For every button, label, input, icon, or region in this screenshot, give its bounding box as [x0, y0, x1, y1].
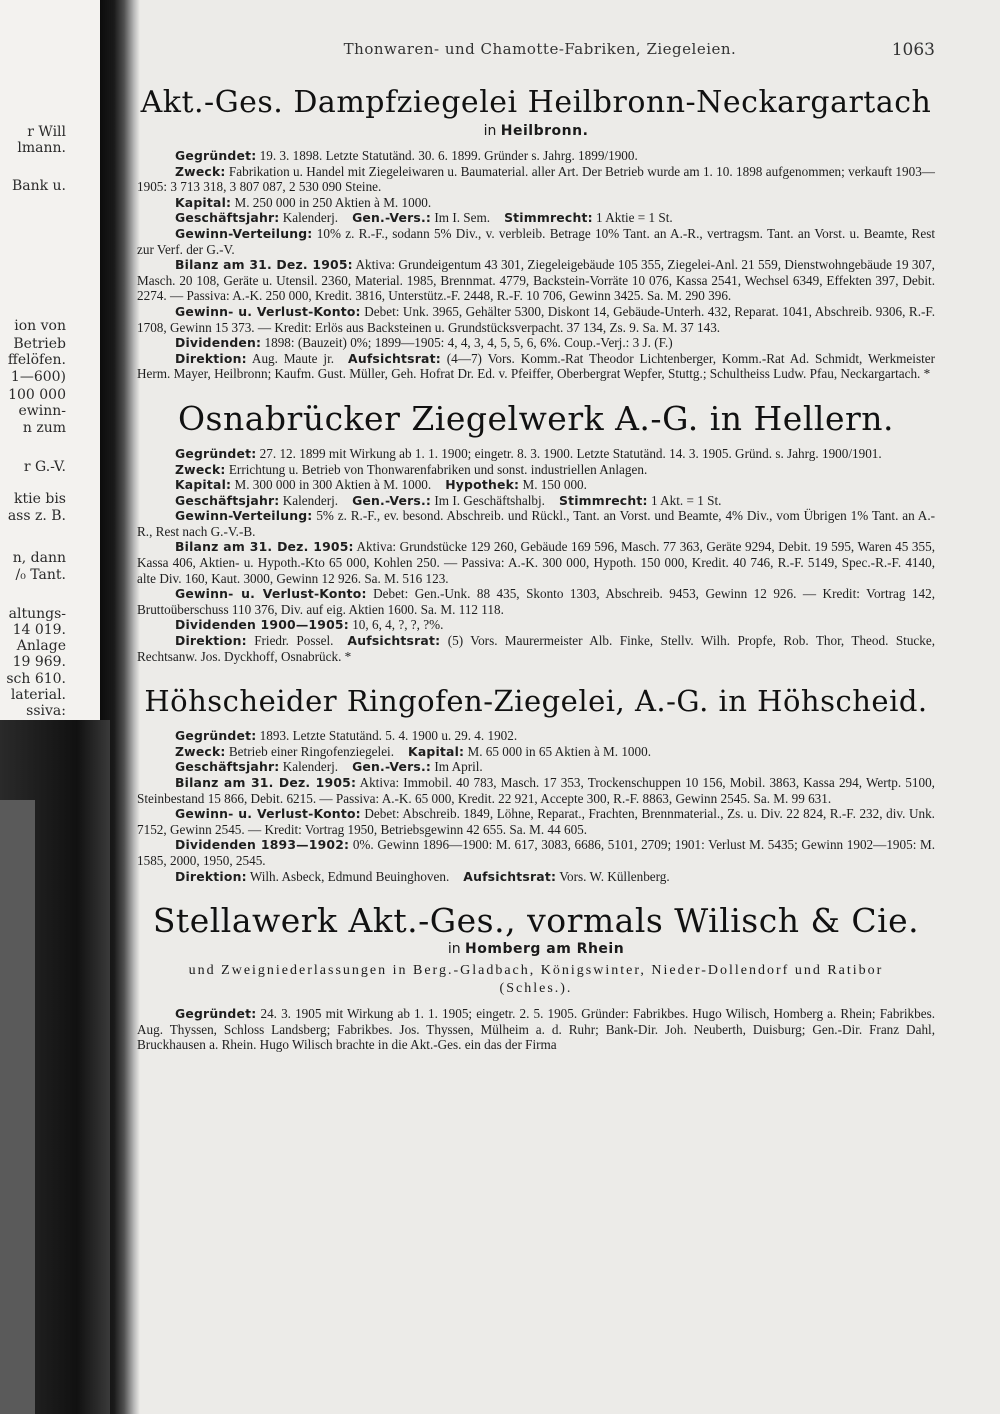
margin-fragment: Anlage: [16, 638, 66, 654]
location-prefix: in: [447, 941, 461, 958]
entry-text: Vors. W. Küllenberg.: [559, 868, 670, 884]
entry-text: M. 65 000 in 65 Aktien à M. 1000.: [467, 743, 652, 759]
entry-text: Im I. Sem.: [434, 210, 491, 226]
margin-fragment: n zum: [22, 420, 66, 436]
page-header: [145, 40, 935, 64]
entry-label: Aufsichtsrat:: [348, 350, 441, 366]
entry-text: 0%. Gewinn 1896—1900: M. 617, 3083, 6686, 5101, 2709; 1901: Verlust M. 5435; Gewinn 1902—1905: M. 1585, 2000, 1950, 2545.: [137, 837, 936, 868]
entry-label: Dividenden 1900—1905:: [175, 617, 349, 633]
entry-paragraph: [137, 257, 935, 304]
entry-text: Debet: Unk. 3965, Gehälter 5300, Diskont 14, Gebäude-Unterh. 432, Reparat. 1041, Abschreib. 9306, R.-F. 1708, Gewinn 15 373. — Kredit: Erlös aus Backsteinen u. Grundstücksverpacht. 37 134, Zs. 9. Sa. M. 37 143.: [137, 303, 935, 335]
entry-paragraph: [137, 164, 935, 195]
entry-paragraph: [137, 210, 935, 226]
entry-label: Bilanz am 31. Dez. 1905:: [175, 539, 354, 555]
entry-label: Gegründet:: [175, 1006, 257, 1022]
margin-fragment: 1—600): [10, 369, 66, 385]
entry-paragraph: [137, 508, 935, 539]
margin-fragment: sch 610.: [6, 671, 66, 687]
firm-title: Höhscheider Ringofen-Ziegelei, A.-G. in Höhscheid.: [144, 684, 928, 719]
entry-label: Zweck:: [175, 743, 226, 759]
entry-paragraph: [137, 462, 935, 478]
entry-label: Direktion:: [175, 350, 247, 366]
entry-text: 10, 6, 4, ?, ?, ?%.: [352, 617, 444, 633]
entry-label: Geschäftsjahr:: [175, 492, 280, 508]
entry-paragraph: [137, 869, 935, 885]
margin-fragment: n, dann: [12, 550, 66, 566]
entry-label: Stimmrecht:: [504, 210, 593, 226]
entry-text: M. 250 000 in 250 Aktien à M. 1000.: [234, 194, 432, 210]
firm-location: [137, 940, 935, 958]
entry-label: Zweck:: [175, 461, 226, 477]
margin-fragment: Bank u.: [11, 178, 66, 194]
entry-text: 5% z. R.-F., ev. besond. Abschreib. und Rückl., Tant. an Vorst. und Beamte, 4% Div., vom Übrigen 1% Tant. an A.-R., Rest nach G.-V.-B.: [137, 508, 936, 539]
entry-paragraph: [137, 351, 935, 382]
running-title: Thonwaren- und Chamotte-Fabriken, Ziegeleien.: [343, 40, 737, 58]
margin-fragment: ewinn-: [18, 403, 66, 419]
entry-label: Gegründet:: [175, 148, 257, 163]
entry-label: Hypothek:: [445, 477, 520, 493]
entry-label: Gen.-Vers.:: [352, 210, 432, 226]
entry-paragraph: [137, 633, 935, 664]
firm-title: Akt.-Ges. Dampfziegelei Heilbronn-Neckargartach: [140, 85, 932, 120]
entry-text: 1 Akt. = 1 St.: [650, 492, 722, 508]
entry-label: Kapital:: [175, 477, 232, 493]
entry-text: Aktiva: Grundstücke 129 260, Gebäude 169 596, Masch. 77 363, Geräte 9294, Debit. 19 595, Waren 45 355, Kassa 406, Aktien- u. Hypoth.-Kto 65 000, Kohlen 250. — Passiva: A.-K. 300 000, Hypoth. 150 000, Kredit. 40 746, R.-F. 5149, Spec.-R.-F. 4140, alte Div. 160, Kaut. 3000, Gewinn 12 926. Sa. M. 516 123.: [137, 539, 935, 586]
margin-fragment: Betrieb: [13, 336, 66, 352]
entry-text: Wilh. Asbeck, Edmund Beuinghoven.: [249, 868, 450, 884]
entry-text: Kalenderj.: [282, 210, 339, 226]
entry-paragraph: [137, 493, 935, 509]
entry-paragraph: [137, 446, 935, 462]
margin-fragment: altungs-: [8, 606, 66, 622]
margin-fragment: r Will: [27, 124, 66, 140]
entry-paragraph: [137, 477, 935, 493]
margin-fragment: ion von: [14, 318, 66, 334]
entry-text: M. 150 000.: [522, 477, 587, 493]
firm-section: [137, 902, 935, 1053]
entry-text: M. 300 000 in 300 Aktien à M. 1000.: [234, 477, 432, 493]
margin-fragment: ssiva:: [26, 703, 66, 719]
entry-text: Debet: Gen.-Unk. 88 435, Skonto 1303, Abschreib. 9453, Gewinn 12 926. — Kredit: Vortrag 142, Bruttoüberschuss 110 376, Div. auf eig. Aktien 1600. Sa. M. 112 118.: [137, 586, 935, 617]
entry-text: Errichtung u. Betrieb von Thonwarenfabriken und sonst. industriellen Anlagen.: [228, 461, 648, 477]
entry-label: Geschäftsjahr:: [175, 759, 280, 775]
entry-text: Kalenderj.: [282, 759, 339, 775]
entry-label: Bilanz am 31. Dez. 1905:: [175, 775, 357, 790]
margin-fragment: 19 969.: [12, 654, 66, 670]
margin-fragment: lmann.: [17, 140, 66, 156]
firm-location: [137, 122, 935, 140]
margin-fragment: ffelöfen.: [7, 352, 66, 368]
entry-label: Dividenden:: [175, 335, 262, 351]
page-content: [137, 84, 935, 1071]
firm-branches: und Zweigniederlassungen in Berg.-Gladbach, Königswinter, Nieder-Dollendorf und Ratibor (Schles.).: [188, 963, 884, 997]
entry-paragraph: [137, 586, 935, 617]
entry-label: Kapital:: [408, 743, 465, 759]
entry-paragraph: [137, 744, 935, 760]
location-name: Homberg am Rhein: [465, 941, 625, 958]
entry-text: Fabrikation u. Handel mit Ziegeleiwaren u. Baumaterial. aller Art. Der Betrieb wurde am 1. 10. 1898 aufgenommen; verkauft 1903—1905: 3 713 318, 3 807 087, 2 530 090 Steine.: [137, 163, 935, 195]
entry-paragraph: [137, 1006, 935, 1053]
location-prefix: in: [483, 123, 497, 139]
entry-label: Gewinn- u. Verlust-Konto:: [175, 303, 361, 319]
firm-section: [137, 682, 935, 884]
entry-label: Gegründet:: [175, 445, 257, 461]
entry-label: Gewinn- u. Verlust-Konto:: [175, 806, 361, 822]
entry-label: Geschäftsjahr:: [175, 210, 280, 226]
entry-paragraph: [137, 195, 935, 211]
entry-text: 24. 3. 1905 mit Wirkung ab 1. 1. 1905; eingetr. 2. 5. 1905. Gründer: Fabrikbes. Hugo Wilisch, Homberg a. Rhein; Fabrikbes. Aug. Thyssen, Schloss Landsberg; Fabrikbes. Jos. Thyssen, Mülheim a. d. Ruhr; Bank-Dir. Joh. Neuberth, Duisburg; Gen.-Dir. Franz Dahl, Bruckhausen a. Rhein. Hugo Wilisch brachte in die Akt.-Ges. ein das der Firma: [137, 1006, 936, 1053]
entry-text: 1898: (Bauzeit) 0%; 1899—1905: 4, 4, 3, 4, 5, 5, 6, 6%. Coup.-Verj.: 3 J. (F.): [264, 335, 673, 351]
entry-text: 10% z. R.-F., sodann 5% Div., v. verbleib. Betrage 10% Tant. an A.-R., vertragsm. Tant. an Vorst. u. Beamte, Rest zur Verf. der G.-V.: [137, 225, 936, 257]
entry-label: Gen.-Vers.:: [352, 492, 432, 508]
entry-paragraph: [137, 335, 935, 351]
entry-paragraph: [137, 539, 935, 586]
entry-label: Bilanz am 31. Dez. 1905:: [175, 257, 353, 273]
firm-section: [137, 84, 935, 382]
margin-fragment: laterial.: [10, 687, 66, 703]
entry-text: 1 Aktie = 1 St.: [596, 210, 673, 226]
entry-paragraph: [137, 775, 935, 806]
entry-text: Im April.: [434, 759, 483, 775]
entry-label: Gewinn-Verteilung:: [175, 508, 313, 524]
entry-paragraph: [137, 617, 935, 633]
entry-text: Aug. Maute jr.: [251, 350, 335, 366]
margin-fragment: 100 000: [8, 387, 66, 403]
entry-text: 27. 12. 1899 mit Wirkung ab 1. 1. 1900; eingetr. 8. 3. 1900. Letzte Statutänd. 14. 3. 1905. Gründ. s. Jahrg. 1900/1901.: [259, 445, 882, 461]
margin-fragment: r G.-V.: [23, 459, 66, 475]
location-name: Heilbronn.: [500, 123, 589, 139]
entry-text: Im I. Geschäftshalbj.: [434, 492, 545, 508]
firm-section: [137, 400, 935, 664]
entry-text: Betrieb einer Ringofenziegelei.: [228, 743, 395, 759]
entry-text: (4—7) Vors. Komm.-Rat Theodor Lichtenberger, Komm.-Rat Ad. Schmidt, Werkmeister Herm. Mayer, Heilbronn; Kaufm. Gust. Müller, Geh. Hofrat Dr. Ed. v. Pfeiffer, Oberbergrat Wepfer, Stuttg.; Schultheiss Ludw. Pfau, Neckargartach. *: [137, 350, 935, 382]
entry-label: Dividenden 1893—1902:: [175, 837, 350, 853]
entry-label: Direktion:: [175, 868, 247, 884]
entry-paragraph: [137, 806, 935, 837]
entry-paragraph: [137, 148, 935, 164]
entry-text: Friedr. Possel.: [254, 633, 334, 649]
entry-label: Kapital:: [175, 194, 232, 210]
entry-label: Aufsichtsrat:: [347, 633, 441, 649]
entry-text: 19. 3. 1898. Letzte Statutänd. 30. 6. 1899. Gründer s. Jahrg. 1899/1900.: [259, 148, 638, 163]
firm-title: Stellawerk Akt.-Ges., vormals Wilisch & Cie.: [152, 901, 920, 941]
entry-label: Gen.-Vers.:: [352, 759, 432, 775]
entry-label: Gewinn- u. Verlust-Konto:: [175, 586, 367, 602]
entry-paragraph: [137, 837, 935, 868]
entry-label: Stimmrecht:: [558, 492, 648, 508]
entry-paragraph: [137, 728, 935, 744]
entry-paragraph: [137, 226, 935, 257]
entry-label: Gegründet:: [175, 728, 257, 744]
entry-text: Aktiva: Immobil. 40 783, Masch. 17 353, Trockenschuppen 10 156, Mobil. 3863, Kassa 294, Wertp. 5100, Steinbestand 15 866, Debit. 6215. — Passiva: A.-K. 65 000, Kredit. 22 921, Accepte 300, R.-F. 8863, Gewinn 2545. Sa. M. 99 631.: [137, 775, 935, 806]
entry-label: Gewinn-Verteilung:: [175, 225, 313, 241]
entry-paragraph: [137, 759, 935, 775]
entry-text: (5) Vors. Maurermeister Alb. Finke, Stellv. Wilh. Propfe, Rob. Thor, Theod. Stucke, Rechtsanw. Jos. Dyckhoff, Osnabrück. *: [137, 633, 936, 664]
entry-text: Kalenderj.: [282, 492, 339, 508]
margin-fragment: ass z. B.: [7, 508, 66, 524]
entry-label: Aufsichtsrat:: [463, 868, 557, 884]
adjacent-page-edge: [0, 800, 35, 1414]
margin-fragment: 14 019.: [12, 622, 66, 638]
entry-label: Zweck:: [175, 163, 226, 179]
entry-label: Direktion:: [175, 633, 247, 649]
entry-text: Debet: Abschreib. 1849, Löhne, Reparat., Frachten, Brennmaterial., Zs. u. Div. 22 824, R.-F. 232, div. Unk. 7152, Gewinn 2545. — Kredit: Vortrag 1950, Betriebsgewinn 42 655. Sa. M. 44 605.: [137, 806, 935, 837]
margin-fragment: /₀ Tant.: [15, 567, 66, 583]
entry-text: Aktiva: Grundeigentum 43 301, Ziegeleigebäude 105 355, Ziegelei-Anl. 21 559, Dienstwohngebäude 19 307, Masch. 20 108, Geräte u. Utensil. 2360, Material. 1985, Brennmat. 4779, Backstein-Vorräte 10 076, Kassa 2541, Wechsel 6349, Effekten 397, Debit. 2274. — Passiva: A.-K. 250 000, Kredit. 3816, Unterstütz.-F. 2448, R.-F. 10 706, Gewinn 3425. Sa. M. 290 396.: [137, 257, 935, 304]
entry-text: 1893. Letzte Statutänd. 5. 4. 1900 u. 29. 4. 1902.: [259, 728, 518, 744]
firm-title: Osnabrücker Ziegelwerk A.-G. in Hellern.: [178, 398, 894, 438]
entry-paragraph: [137, 304, 935, 335]
page-number: 1063: [891, 40, 935, 60]
margin-fragment: ktie bis: [14, 491, 66, 507]
